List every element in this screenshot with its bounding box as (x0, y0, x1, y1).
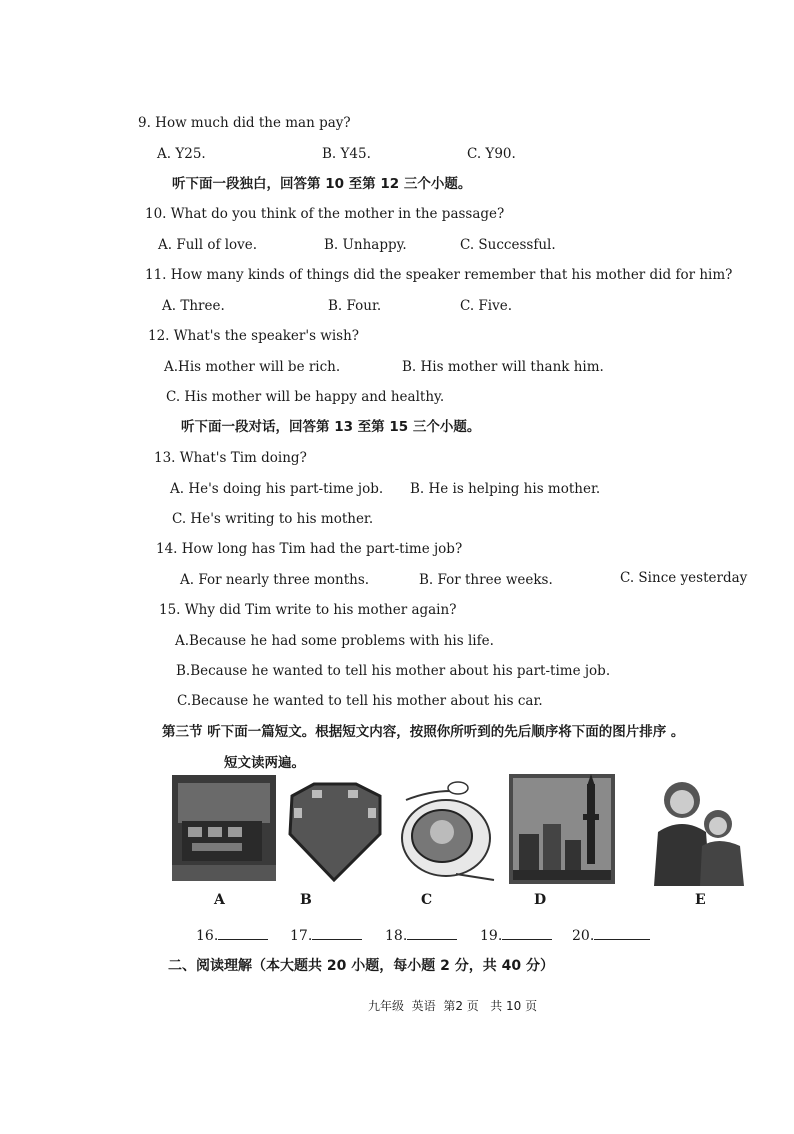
picture-e-label: E (695, 892, 706, 908)
picture-c-food-plate (396, 780, 500, 888)
q13-option-b: B. He is helping his mother. (410, 481, 601, 497)
q10-option-a: A. Full of love. (158, 237, 258, 253)
picture-b-shield-shape (284, 782, 386, 886)
question-11: 11. How many kinds of things did the speaker remember that his mother did for him? (145, 267, 733, 283)
footer-subject: 英语 (411, 999, 436, 1013)
section-intro-1: 听下面一段独白，回答第 10 至第 12 三个小题。 (172, 176, 472, 192)
section-3-subheading: 短文读两遍。 (224, 755, 305, 771)
picture-d-city-tower (509, 774, 615, 888)
footer-total: 共 10 页 (490, 999, 538, 1013)
q14-option-c: C. Since yesterday (620, 570, 748, 586)
answer-blank-18[interactable] (385, 927, 457, 944)
answer-blank-16[interactable] (196, 927, 268, 944)
q11-option-c: C. Five. (460, 298, 513, 314)
q9-option-c: C. Y90. (467, 146, 516, 162)
answer-blank-20[interactable] (572, 927, 650, 944)
question-13: 13. What's Tim doing? (154, 450, 307, 466)
answer-blank-19[interactable] (480, 927, 552, 944)
section-intro-2: 听下面一段对话，回答第 13 至第 15 三个小题。 (181, 419, 481, 435)
question-9: 9. How much did the man pay? (138, 115, 351, 131)
q13-option-c: C. He's writing to his mother. (172, 511, 374, 527)
question-15: 15. Why did Tim write to his mother again? (159, 602, 457, 618)
q10-option-b: B. Unhappy. (324, 237, 407, 253)
picture-e-mother-child (648, 772, 752, 890)
q14-option-b: B. For three weeks. (419, 572, 553, 588)
footer-page: 第2 页 (443, 999, 479, 1013)
footer-grade: 九年级 (368, 999, 405, 1013)
q11-option-b: B. Four. (328, 298, 382, 314)
question-12: 12. What's the speaker's wish? (148, 328, 360, 344)
picture-a-label: A (214, 892, 225, 908)
q9-option-a: A. Y25. (157, 146, 206, 162)
answer-blank-17[interactable] (290, 927, 362, 944)
blank-number: 17. (290, 928, 313, 944)
blank-number: 19. (480, 928, 503, 944)
q13-option-a: A. He's doing his part-time job. (170, 481, 384, 497)
picture-c-label: C (421, 892, 433, 908)
q15-option-b: B.Because he wanted to tell his mother about his part-time job. (176, 663, 611, 679)
q10-option-c: C. Successful. (460, 237, 556, 253)
q15-option-c: C.Because he wanted to tell his mother about his car. (177, 693, 543, 709)
page-footer (368, 997, 537, 1014)
q15-option-a: A.Because he had some problems with his life. (175, 633, 494, 649)
blank-number: 20. (572, 928, 595, 944)
question-14: 14. How long has Tim had the part-time job? (156, 541, 463, 557)
q12-option-a: A.His mother will be rich. (164, 359, 341, 375)
q12-option-b: B. His mother will thank him. (402, 359, 604, 375)
reading-section-heading: 二、阅读理解（本大题共 20 小题，每小题 2 分，共 40 分） (168, 958, 554, 974)
q11-option-a: A. Three. (162, 298, 225, 314)
q12-option-c: C. His mother will be happy and healthy. (166, 389, 445, 405)
q14-option-a: A. For nearly three months. (180, 572, 370, 588)
blank-number: 16. (196, 928, 219, 944)
picture-b-label: B (300, 892, 312, 908)
q9-option-b: B. Y45. (322, 146, 371, 162)
picture-a-building-photo (172, 775, 276, 885)
blank-number: 18. (385, 928, 408, 944)
question-10: 10. What do you think of the mother in the passage? (145, 206, 505, 222)
section-3-heading: 第三节 听下面一篇短文。根据短文内容，按照你所听到的先后顺序将下面的图片排序 。 (162, 724, 685, 740)
picture-d-label: D (534, 892, 547, 908)
